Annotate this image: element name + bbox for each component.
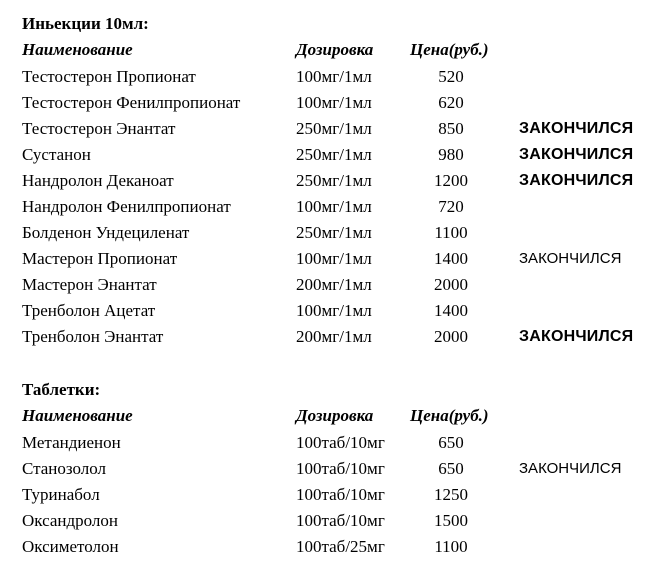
product-dose: 100таб/10мг <box>296 433 385 452</box>
product-price: 2000 <box>434 327 468 346</box>
product-price: 1400 <box>434 301 468 320</box>
product-name: Станозолол <box>22 459 107 478</box>
product-name: Сустанон <box>22 145 91 164</box>
product-name: Метандиенон <box>22 433 121 452</box>
table-row <box>0 456 669 482</box>
status-badge: ЗАКОНЧИЛСЯ <box>519 328 634 345</box>
table-row <box>0 168 669 194</box>
product-dose: 100мг/1мл <box>296 301 372 320</box>
status-badge: ЗАКОНЧИЛСЯ <box>519 172 634 189</box>
product-name: Туринабол <box>22 485 100 504</box>
header-dose: Дозировка <box>296 40 374 59</box>
product-dose: 100мг/1мл <box>296 93 372 112</box>
product-name: Мастерон Пропионат <box>22 249 178 268</box>
table-row <box>0 220 669 246</box>
product-name: Тренболон Ацетат <box>22 301 156 320</box>
product-dose: 250мг/1мл <box>296 119 372 138</box>
product-dose: 100мг/1мл <box>296 67 372 86</box>
product-dose: 250мг/1мл <box>296 223 372 242</box>
table-row <box>0 508 669 534</box>
table-row <box>0 430 669 456</box>
product-dose: 100таб/10мг <box>296 459 385 478</box>
header-name: Наименование <box>22 406 133 425</box>
product-name: Мастерон Энантат <box>22 275 157 294</box>
table-row <box>0 298 669 324</box>
product-name: Оксандролон <box>22 511 119 530</box>
table-row <box>0 116 669 142</box>
product-dose: 100таб/25мг <box>296 537 385 556</box>
product-price: 720 <box>438 197 464 216</box>
tablets-header-row <box>0 403 669 429</box>
product-price: 620 <box>438 93 464 112</box>
header-price: Цена(руб.) <box>410 406 489 425</box>
product-dose: 250мг/1мл <box>296 171 372 190</box>
product-price: 1500 <box>434 511 468 530</box>
table-row <box>0 64 669 90</box>
product-dose: 200мг/1мл <box>296 275 372 294</box>
product-price: 1100 <box>434 537 468 556</box>
product-dose: 100мг/1мл <box>296 197 372 216</box>
product-dose: 100таб/10мг <box>296 511 385 530</box>
product-price: 1250 <box>434 485 468 504</box>
header-name: Наименование <box>22 40 133 59</box>
product-name: Тренболон Энантат <box>22 327 164 346</box>
status-badge: ЗАКОНЧИЛСЯ <box>519 250 622 267</box>
product-price: 1200 <box>434 171 468 190</box>
product-price: 650 <box>438 433 464 452</box>
header-dose: Дозировка <box>296 406 374 425</box>
product-price: 650 <box>438 459 464 478</box>
product-price: 2000 <box>434 275 468 294</box>
product-price: 520 <box>438 67 464 86</box>
product-dose: 200мг/1мл <box>296 327 372 346</box>
table-row <box>0 194 669 220</box>
status-badge: ЗАКОНЧИЛСЯ <box>519 146 634 163</box>
product-price: 1400 <box>434 249 468 268</box>
table-row <box>0 482 669 508</box>
table-row <box>0 324 669 350</box>
table-row <box>0 534 669 560</box>
product-dose: 100мг/1мл <box>296 249 372 268</box>
product-name: Тестостерон Энантат <box>22 119 176 138</box>
status-badge: ЗАКОНЧИЛСЯ <box>519 120 634 137</box>
product-dose: 250мг/1мл <box>296 145 372 164</box>
product-dose: 100таб/10мг <box>296 485 385 504</box>
table-row <box>0 142 669 168</box>
tablets-title: Таблетки: <box>22 380 101 399</box>
status-badge: ЗАКОНЧИЛСЯ <box>519 460 622 477</box>
table-row <box>0 90 669 116</box>
product-price: 980 <box>438 145 464 164</box>
injections-title: Иньекции 10мл: <box>22 14 149 33</box>
product-name: Тестостерон Пропионат <box>22 67 196 86</box>
product-name: Оксиметолон <box>22 537 119 556</box>
product-name: Нандролон Деканоат <box>22 171 174 190</box>
header-price: Цена(руб.) <box>410 40 489 59</box>
product-price: 1100 <box>434 223 468 242</box>
product-price: 850 <box>438 119 464 138</box>
product-name: Тестостерон Фенилпропионат <box>22 93 241 112</box>
product-name: Болденон Ундециленат <box>22 223 190 242</box>
injections-header-row <box>0 37 669 63</box>
table-row <box>0 272 669 298</box>
product-name: Нандролон Фенилпропионат <box>22 197 231 216</box>
table-row <box>0 246 669 272</box>
